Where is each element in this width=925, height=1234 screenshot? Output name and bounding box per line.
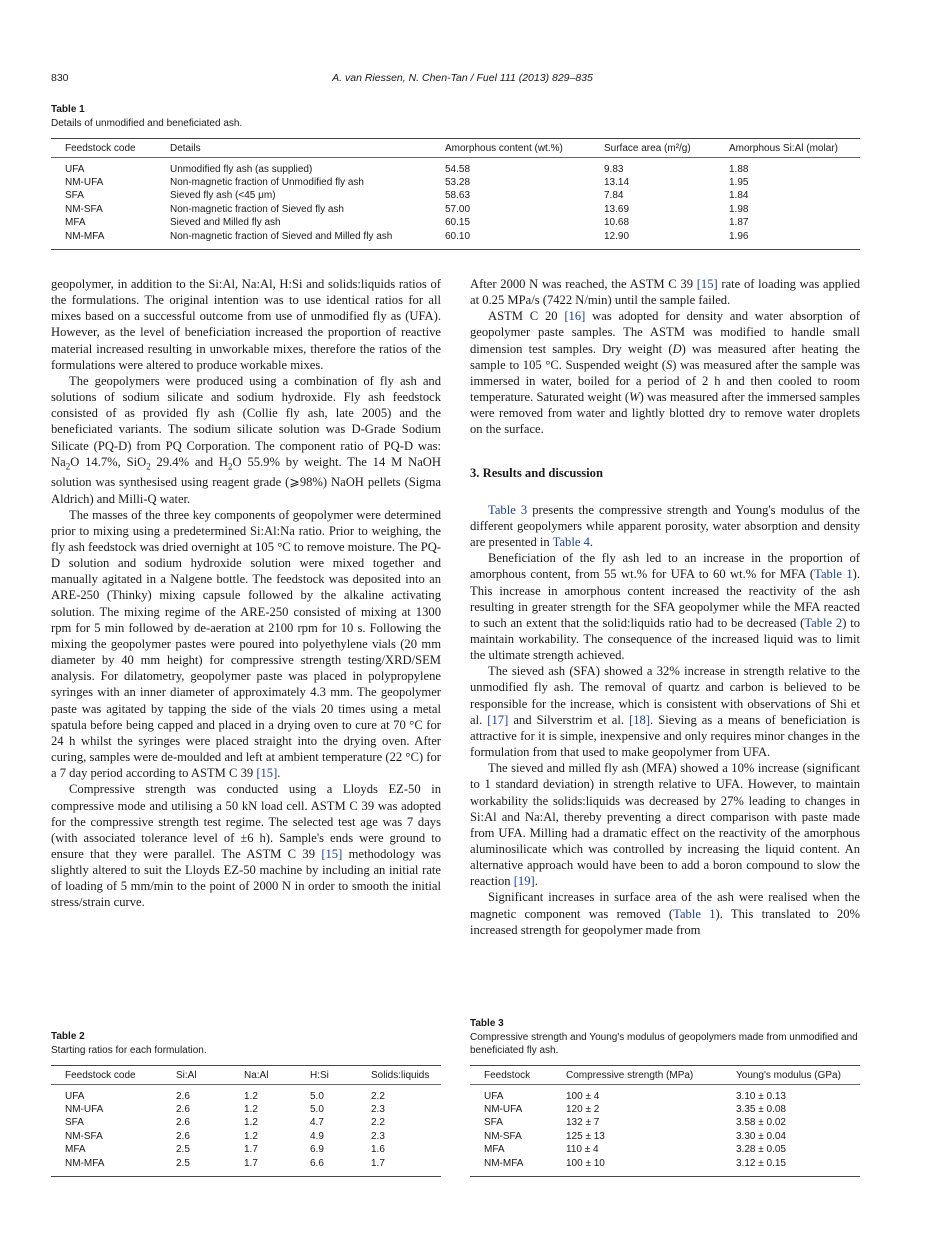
table-row <box>51 1103 441 1116</box>
table-1 <box>51 104 860 250</box>
table-cell: UFA <box>484 1091 504 1102</box>
table-cell: 100 ± 4 <box>566 1091 600 1102</box>
table-cell: NM-UFA <box>484 1104 523 1115</box>
table-cell: 1.7 <box>244 1157 258 1169</box>
text-run: rate of loading was applied at 0.25 MPa/s (7422 N/min) until the sample failed. <box>470 277 860 308</box>
table-cell: Sieved and Milled fly ash <box>170 217 281 229</box>
table-cell: NM-MFA <box>65 1157 105 1169</box>
table-cell: 4.7 <box>310 1117 324 1129</box>
table-row <box>51 1157 441 1177</box>
table-cell: 100 ± 10 <box>566 1157 605 1169</box>
table-cell: 13.14 <box>604 177 630 188</box>
table-label: Table 1 <box>51 104 85 115</box>
table-cell: 2.3 <box>371 1104 385 1115</box>
text-run: geopolymer, in addition to the Si:Al, Na:Al, H:Si and solids:liquids ratios of the formulations. The original intention was to use identical ratios for all mixes based on a successful outcome from use of unmodified fly as (UFA). However, as the level of beneficiation increased the proportion of reactive material increased resulting in unworkable mixes, therefore the ratios of the formulations were altered to produce workable mixes. <box>51 277 441 372</box>
table-cell: NM-UFA <box>65 177 104 188</box>
table-cell: 1.6 <box>371 1144 385 1156</box>
table-cell: 2.2 <box>371 1117 385 1129</box>
subscript: 2 <box>65 461 71 472</box>
table-cell: 2.3 <box>371 1130 385 1142</box>
text-run: Compressive strength was conducted using a Lloyds EZ-50 in compressive mode and utilising a 50 kN load cell. ASTM C 39 was adopted for the compressive strength test regime. The selected test age was 7 days (with associated tolerance level of ±6 h). Sample's ends were ground to ensure that they were parallel. The ASTM C 39 <box>51 782 441 861</box>
table-row <box>470 1130 860 1143</box>
table-row <box>470 1143 860 1156</box>
table-cell: 3.12 ± 0.15 <box>736 1157 786 1169</box>
text-run: was adopted for density and water absorption of geopolymer paste samples. The ASTM was modified to handle small dimension test samples. Dry weight ( <box>470 309 860 356</box>
table-3 <box>470 1018 860 1177</box>
variable: S <box>665 357 673 372</box>
paragraph <box>470 663 860 760</box>
table-cell: 1.2 <box>244 1091 258 1102</box>
paragraph <box>470 502 860 550</box>
cross-reference-link[interactable]: [18] <box>629 712 651 727</box>
table-cell: 57.00 <box>445 203 471 215</box>
text-run: presents the compressive strength and Young's modulus of the different geopolymers while apparent porosity, water absorption and density are presented in <box>470 502 861 550</box>
table-cell: 125 ± 13 <box>566 1130 605 1142</box>
table-row <box>51 189 860 202</box>
table-cell: NM-SFA <box>484 1130 522 1142</box>
column-header: Solids:liquids <box>371 1070 430 1081</box>
column-header: Young's modulus (GPa) <box>736 1070 841 1081</box>
column-header: Compressive strength (MPa) <box>566 1070 694 1081</box>
table-cell: 9.83 <box>604 164 624 175</box>
table-row <box>470 1085 860 1104</box>
cross-reference-link[interactable]: [19] <box>513 874 535 889</box>
table-cell: 12.90 <box>604 230 630 242</box>
table-label: Table 2 <box>51 1031 85 1042</box>
cross-reference-link[interactable]: Table 4 <box>552 535 590 550</box>
table-cell: 2.5 <box>176 1157 190 1169</box>
column-header: Si:Al <box>176 1070 197 1081</box>
table-row <box>51 230 860 250</box>
column-header: Feedstock code <box>65 143 136 154</box>
text-run: ) to maintain workability. The consequence of the increased liquid was to limit the ultimate strength achieved. <box>470 615 860 663</box>
subscript: 2 <box>146 461 151 472</box>
table-cell: 1.7 <box>371 1157 385 1169</box>
table-cell: MFA <box>65 217 86 229</box>
column-header: Amorphous Si:Al (molar) <box>729 143 838 154</box>
table-cell: 10.68 <box>604 217 630 229</box>
results-text <box>470 502 860 938</box>
text-run: ). This increase in amorphous content increased the reactivity of the ash resulting in greater strength for the SFA geopolymer while the MFA reacted to such an extent that the solid:liquids ratio had to be decreased ( <box>470 567 861 630</box>
text-run: The geopolymers were produced using a combination of fly ash and solutions of sodium silicate and sodium hydroxide. Fly ash feedstock consisted of as provided fly ash (Collie fly ash, late 2005) and the beneficiated variants. The sodium silicate solution was D-Grade Sodium Silicate (PQ-D) from PQ Corporation. The component ratio of PQ-D was: Na <box>51 373 441 469</box>
text-run: After 2000 N was reached, the ASTM C 39 <box>470 277 697 291</box>
table-cell: 3.35 ± 0.08 <box>736 1104 786 1115</box>
table-cell: 60.10 <box>445 230 471 242</box>
table-label: Table 3 <box>470 1018 504 1029</box>
table-cell: SFA <box>484 1117 503 1129</box>
table-cell: 3.30 ± 0.04 <box>736 1130 786 1142</box>
text-run: . <box>589 535 594 550</box>
table-cell: 132 ± 7 <box>566 1117 600 1129</box>
table-caption: Compressive strength and Young's modulus of geopolymers made from unmodified and beneficiated fly ash. <box>470 1032 858 1056</box>
cross-reference-link[interactable]: Table 2 <box>804 615 843 630</box>
table-row <box>470 1157 860 1177</box>
table-row <box>51 1130 441 1143</box>
table-cell: 1.87 <box>729 217 749 229</box>
text-run: O 14.7%, SiO <box>70 454 147 469</box>
text-run: The sieved ash (SFA) showed a 32% increase in strength relative to the unmodified fly ash. The removal of quartz and carbon is believed to be responsible for the increase, which is consistent with observations of Shi et al. <box>470 664 860 727</box>
section-heading: 3. Results and discussion <box>470 465 603 480</box>
table-cell: UFA <box>65 1091 85 1102</box>
table-cell: 3.58 ± 0.02 <box>736 1117 786 1129</box>
text-run: O 55.9% by weight. The 14 M NaOH solution was synthesised using reagent grade (⩾98%) NaOH pellets (Sigma Aldrich) and Milli-Q water. <box>51 454 441 506</box>
table-row <box>51 203 860 216</box>
table-row <box>470 1116 860 1129</box>
table-cell: 1.95 <box>729 177 749 188</box>
table-row <box>51 176 860 189</box>
column-header: H:Si <box>310 1070 329 1081</box>
table-header-row <box>51 139 860 158</box>
table-cell: Non-magnetic fraction of Sieved and Milled fly ash <box>170 230 393 242</box>
table-cell: 120 ± 2 <box>566 1104 600 1115</box>
table-cell: Non-magnetic fraction of Unmodified fly ash <box>170 177 364 188</box>
column-header: Feedstock code <box>65 1070 136 1081</box>
cross-reference-link[interactable]: [16] <box>564 309 586 324</box>
table-cell: NM-SFA <box>65 203 103 215</box>
paragraph <box>470 276 860 308</box>
text-run: ) was measured after the immersed samples were removed from water and lightly blotted dry to remove water droplets on the surface. <box>470 390 860 437</box>
table-cell: Sieved fly ash (<45 μm) <box>170 190 276 202</box>
table-cell: 2.5 <box>176 1144 190 1156</box>
table-cell: 2.2 <box>371 1091 385 1102</box>
cross-reference-link[interactable]: [17] <box>487 712 509 727</box>
table-cell: SFA <box>65 1117 84 1129</box>
text-run: Significant increases in surface area of the ash were realised when the magnetic component was removed ( <box>470 890 860 921</box>
text-run: and Silverstrim et al. <box>508 712 630 727</box>
table-cell: 1.7 <box>244 1144 258 1156</box>
text-run: . Sieving as a means of beneficiation is attractive for it is simple, inexpensive and only requires minor changes in the formulation from that used to make geopolymer from UFA. <box>470 712 860 760</box>
table-cell: 5.0 <box>310 1091 324 1102</box>
table-cell: 1.96 <box>729 230 749 242</box>
table-cell: 7.84 <box>604 190 624 202</box>
text-run: . <box>277 766 281 781</box>
table-cell: 1.2 <box>244 1117 258 1129</box>
table-cell: 60.15 <box>445 217 471 229</box>
table-cell: 6.9 <box>310 1144 324 1156</box>
table-cell: NM-MFA <box>484 1157 524 1169</box>
paragraph <box>51 781 441 910</box>
paragraph <box>470 760 860 889</box>
variable: W <box>629 390 640 405</box>
cross-reference-link[interactable]: [15] <box>696 277 718 291</box>
table-cell: 58.63 <box>445 190 471 202</box>
table-cell: 53.28 <box>445 177 471 188</box>
cross-reference-link[interactable]: Table 3 <box>488 502 528 517</box>
paragraph <box>51 373 441 507</box>
table-cell: 13.69 <box>604 203 630 215</box>
table-cell: 1.98 <box>729 203 749 215</box>
table-caption: Starting ratios for each formulation. <box>51 1045 207 1056</box>
text-run: ) was measured after the sample was immersed in water, boiled for a period of 2 h and then cooled to room temperature. Saturated weight ( <box>470 357 860 405</box>
column-header: Details <box>170 143 201 154</box>
table-cell: 2.6 <box>176 1130 190 1142</box>
table-cell: 1.2 <box>244 1130 258 1142</box>
cross-reference-link[interactable]: Table 1 <box>814 567 853 582</box>
text-run: methodology was slightly altered to suit the Lloyds EZ-50 machine by including an initial rate of loading of 5 mm/min to the point of 2000 N in order to smooth the initial stress/strain curve. <box>51 846 441 910</box>
cross-reference-link[interactable]: Table 1 <box>673 906 716 921</box>
table-3-grid <box>470 1065 860 1177</box>
table-caption: Details of unmodified and beneficiated ash. <box>51 118 243 129</box>
column-header: Surface area (m²/g) <box>604 143 691 154</box>
table-2-grid <box>51 1065 441 1177</box>
table-cell: NM-MFA <box>65 230 105 242</box>
text-run: Beneficiation of the fly ash led to an increase in the proportion of amorphous content, from 55 wt.% for UFA to 60 wt.% for MFA ( <box>470 551 860 582</box>
table-cell: Non-magnetic fraction of Sieved fly ash <box>170 203 344 215</box>
text-run: ASTM C 20 <box>488 309 565 324</box>
table-header-row <box>470 1066 860 1085</box>
table-cell: 5.0 <box>310 1104 324 1115</box>
subscript: 2 <box>228 461 233 472</box>
table-cell: SFA <box>65 190 84 202</box>
page-number: 830 <box>51 72 69 84</box>
table-cell: NM-UFA <box>65 1104 104 1115</box>
table-cell: 1.88 <box>729 164 749 175</box>
left-column <box>51 276 441 911</box>
table-cell: 1.84 <box>729 190 749 202</box>
table-1-grid <box>51 138 860 250</box>
text-run: ) was measured after heating the sample to 105 °C. Suspended weight ( <box>470 341 861 372</box>
paragraph <box>51 507 441 782</box>
table-cell: 2.6 <box>176 1091 190 1102</box>
text-run: . <box>534 874 538 889</box>
table-cell: 6.6 <box>310 1157 324 1169</box>
table-row <box>470 1103 860 1116</box>
table-row <box>51 216 860 229</box>
text-run: The masses of the three key components of geopolymer were determined prior to mixing using a predetermined Si:Al:Na ratio. Prior to weighing, the fly ash feedstock was dried overnight at 105 °C to remove moisture. The PQ-D solution and sodium hydroxide solution were mixed together and manually agitated in a Nalgene bottle. The feedstock was deposited into an ARE-250 (Thinky) mixing capsule followed by the alkaline activating solution. The mixing regime of the ARE-250 consisted of mixing at 1300 rpm for 5 min followed by de-aeration at 2100 rpm for 10 s. Following the mixing the geopolymer pastes were poured into polyethylene vials (20 mm diameter by 40 mm height) for compressive strength testing/XRD/SEM analysis. For dilatometry, geopolymer paste was placed in polypropylene syringes with an inner diameter of approximately 4.3 mm. The geopolymer paste was agitated by tapping the side of the vials 20 times using a metal spatula before being capped and placed in a drying oven to cure at 70 °C for 24 h whilst the syringes were placed straight into the drying oven. After curing, samples were de-moulded and left at ambient temperature (22 °C) for a 7 day period according to ASTM C 39 <box>51 507 441 781</box>
paragraph <box>470 550 860 663</box>
paragraph <box>470 889 860 937</box>
running-head: A. van Riessen, N. Chen-Tan / Fuel 111 (2013) 829–835 <box>332 72 593 84</box>
cross-reference-link[interactable]: [15] <box>256 766 278 781</box>
table-header-row <box>51 1066 441 1085</box>
table-cell: MFA <box>484 1144 505 1156</box>
text-run: ). This translated to 20% increased strength for geopolymer made from <box>470 906 860 937</box>
table-cell: 54.58 <box>445 164 471 175</box>
cross-reference-link[interactable]: [15] <box>321 846 343 861</box>
paragraph <box>51 276 441 373</box>
methods-continued <box>470 276 860 438</box>
variable: D <box>672 341 682 356</box>
table-cell: MFA <box>65 1144 86 1156</box>
table-row <box>51 1143 441 1156</box>
column-header: Amorphous content (wt.%) <box>445 143 563 154</box>
table-cell: 4.9 <box>310 1130 324 1142</box>
table-row <box>51 158 860 177</box>
column-header: Na:Al <box>244 1070 269 1081</box>
table-cell: 2.6 <box>176 1104 190 1115</box>
table-cell: 110 ± 4 <box>566 1144 599 1156</box>
table-row <box>51 1116 441 1129</box>
text-run: The sieved and milled fly ash (MFA) showed a 10% increase (significant to 1 standard deviation) in strength relative to UFA. However, to maintain workability the solids:liquids was decreased by 27% leading to changes in Si:Al and Na:Al, thereby preventing a direct comparison with paste made from UFA. Milling had a dramatic effect on the reactivity of the amorphous aluminosilicate which was controlled by increasing the liquid content. An alternative approach would have been to add a boron compound to slow the reaction <box>470 761 860 889</box>
table-cell: NM-SFA <box>65 1130 103 1142</box>
table-2 <box>51 1031 441 1177</box>
paragraph <box>470 308 860 437</box>
right-column <box>470 276 860 938</box>
table-cell: 1.2 <box>244 1104 258 1115</box>
table-cell: 3.28 ± 0.05 <box>736 1144 786 1156</box>
table-cell: Unmodified fly ash (as supplied) <box>170 164 313 175</box>
table-cell: UFA <box>65 164 85 175</box>
table-row <box>51 1085 441 1104</box>
text-run: 29.4% and H <box>150 454 229 469</box>
table-cell: 2.6 <box>176 1117 190 1129</box>
column-header: Feedstock <box>484 1070 531 1081</box>
table-cell: 3.10 ± 0.13 <box>736 1091 786 1102</box>
